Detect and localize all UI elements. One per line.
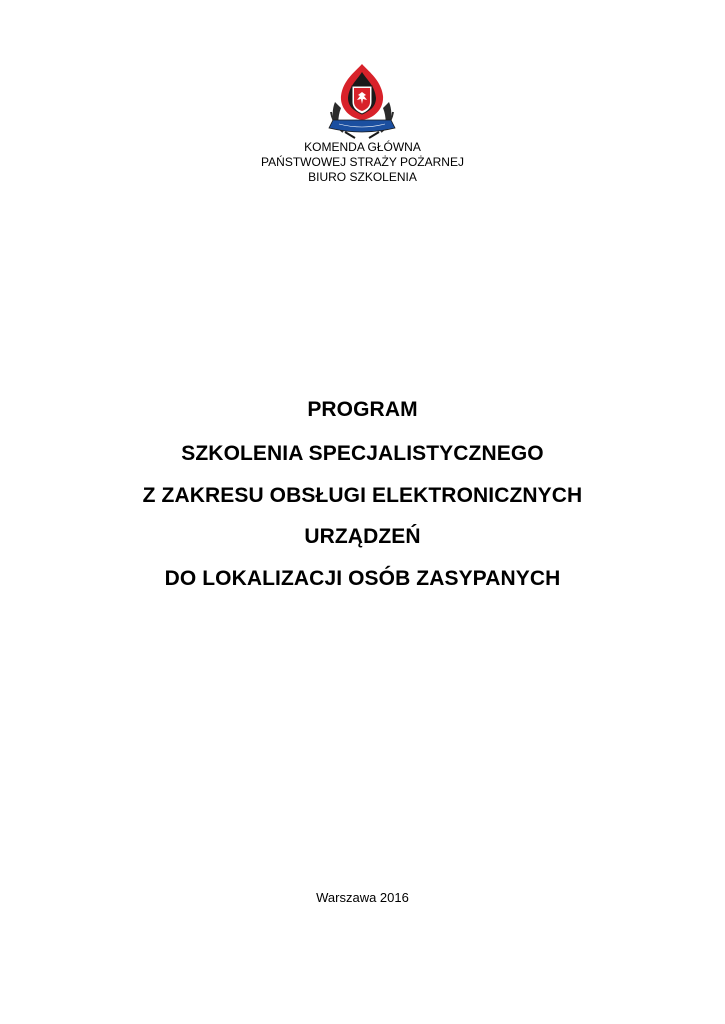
title-line-4: URZĄDZEŃ bbox=[304, 525, 421, 548]
title-line-1: PROGRAM bbox=[307, 398, 418, 421]
title-line-5: DO LOKALIZACJI OSÓB ZASYPANYCH bbox=[164, 567, 561, 590]
header-line-service: PAŃSTWOWEJ STRAŻY POŻARNEJ bbox=[261, 155, 464, 169]
place-and-date: Warszawa 2016 bbox=[316, 890, 409, 905]
title-line-3: Z ZAKRESU OBSŁUGI ELEKTRONICZNYCH bbox=[142, 484, 583, 507]
header-line-office: BIURO SZKOLENIA bbox=[308, 170, 417, 184]
header-line-organization: KOMENDA GŁÓWNA bbox=[304, 140, 421, 154]
fire-service-emblem-icon bbox=[325, 62, 399, 140]
title-line-2: SZKOLENIA SPECJALISTYCZNEGO bbox=[181, 442, 544, 465]
